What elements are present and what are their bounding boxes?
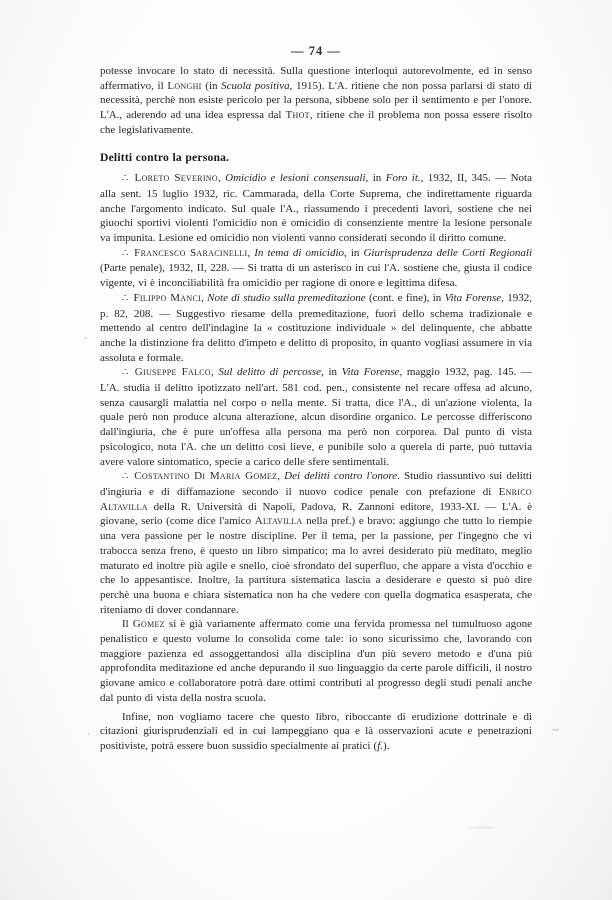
- bibliography-entry-gomez: [100, 469, 532, 617]
- text-segment: (cont. e fine), in: [365, 291, 445, 304]
- paper-smudge: [470, 826, 496, 829]
- entry-marker: ∴: [122, 471, 135, 483]
- paper-speck: [84, 337, 87, 339]
- italic-title: In tema di omicidio: [254, 246, 345, 259]
- small-caps-name: Giuseppe Falco: [134, 366, 211, 379]
- italic-title: Note di studio sulla premeditazione: [207, 291, 366, 304]
- continuation-paragraph: [100, 64, 532, 138]
- paper-speck: [88, 733, 90, 735]
- small-caps-name: Gomez: [132, 618, 165, 631]
- entry-marker: ∴: [122, 292, 134, 304]
- text-segment: si è già variamente affermato come una fervida promessa nel tumultuoso agone penalistico e questo volume lo consolida come tale: io sono sicurissimo che, lavorando con maggiore pazienza ed assoggettandosi alla disciplina d'un più severo metodo e d'una più approfondita meditazione ed anche depurando il suo linguaggio da certe parole difficili, il nostro giovane amico e collaboratore potrà dare ottimi contributi al progresso degli studi penali anche dal punto di vista della nostra scuola.: [100, 618, 532, 704]
- italic-title: Scuola positiva: [221, 79, 290, 92]
- section-heading: Delitti contro la persona.: [100, 150, 230, 164]
- italic-title: Vita Forense: [341, 366, 400, 379]
- pencil-mark: ~: [550, 721, 560, 738]
- small-caps-name: Altavilla: [254, 515, 303, 528]
- text-segment: nella pref.) e bravo: aggiungo che tutto lo riempie una vera passione per le nostre discipline. Per il tema, per la passione, per l'ingegno che vi trabocca senza freno, è questo un libro simpatico; ma lo avrei desiderato più meditato, meglio maturato ed inoltre più agile e snello, cioè sfrondato del superfluo, che appare a vista d'occhio e che lo appesantisce. Inoltre, la partitura sistematica lascia a desiderare e questo si può dire perchè una buona e chiara sistematica non ha che vedere con quella dogmatica esasperata, che riteniamo di dover condannare.: [100, 515, 532, 616]
- small-caps-name: Thot: [285, 109, 310, 122]
- text-segment: ,: [277, 470, 285, 483]
- text-segment: ,: [210, 366, 219, 379]
- entry-marker: ∴: [122, 367, 135, 379]
- text-segment: ).: [383, 739, 390, 752]
- text-segment: , in: [321, 366, 342, 379]
- bibliography-entry-severino: [100, 171, 532, 246]
- italic-title: Giurisprudenza delle Corti Regionali: [363, 246, 533, 259]
- small-caps-name: Francesco Saracinelli: [134, 246, 248, 259]
- text-segment: Il: [122, 618, 133, 631]
- text-segment: ,: [217, 172, 226, 185]
- text-segment: ,: [247, 246, 255, 259]
- small-caps-name: Loreto Severino: [134, 172, 218, 185]
- text-segment: (Parte penale), 1932, II, 228. — Si tratta di un asterisco in cui l'A. sostiene che, giusta il codice vigente, vi è inconciliabilità fra omicidio per ragione di onore e legittima difesa.: [100, 262, 532, 290]
- closing-paragraph: [100, 710, 532, 754]
- bibliography-entry-manci: [100, 291, 532, 366]
- small-caps-name: Costantino Di Maria Gomez: [134, 470, 278, 483]
- page-number-header: [100, 44, 532, 59]
- text-segment: Infine, non vogliamo tacere che questo libro, riboccante di erudizione dottrinale e di citazioni giurisprudenziali ed in cui lampeggiano qua e là osservazioni acute e penetrazioni positiviste, potrà essere buon sussidio specialmente ai pratici (: [100, 710, 532, 752]
- small-caps-name: Longhi: [167, 79, 202, 92]
- italic-title: f.: [377, 739, 384, 752]
- bibliography-entry-saracinelli: [100, 246, 532, 291]
- text-segment: della R. Università di Napoli, Padova, R. Zannoni editore, 1933-XI. — L'A. è giovane, serio (come dice l'amico: [100, 500, 532, 528]
- text-segment: , 1932, p. 82, 208. — Suggestivo riesame della premeditazione, fuori dello schema tradizionale e mettendo al centro dell'indagine la « costituzione individuale » del delinquente, che abbatte anche la distinzione fra delitto d'impeto e delitto di proposito, in quanto vogliasi assumere in via assoluta e formale.: [100, 291, 532, 364]
- italic-title: Foro it.: [385, 172, 421, 185]
- page-number: — 74 —: [291, 44, 341, 58]
- page-body: [100, 64, 532, 754]
- text-segment: , maggio 1932, pag. 145. — L'A. studia il delitto ipotizzato nell'art. 581 cod. pen., consistente nel recare offesa ad alcuno, senza causargli malattia nel corpo o nella mente. Si tratta, dice l'A., di un'azione violenta, la quale però non produce alcuna alterazione, alcun disordine organico. Le percosse differiscono dall'ingiuria, che è pure un'offesa alla persona ma però non corporea. Dal punto di vista psicologico, nota l'A. che un delitto così lieve, e punibile solo a querela di parte, può tuttavia avere valore sintomatico, specie a carico delle sfere sentimentali.: [100, 366, 532, 468]
- gomez-comment-paragraph: [100, 617, 532, 705]
- small-caps-name: Enrico Altavilla: [100, 485, 532, 513]
- italic-title: Omicidio e lesioni consensuali: [225, 172, 366, 185]
- text-segment: , in: [365, 172, 386, 185]
- small-caps-name: Filippo Manci: [133, 291, 202, 304]
- text-segment: , 1915). L'A. ritiene che non possa parlarsi di stato di necessità, perchè non esiste pericolo per la persona, sibbene solo per il sentimento e per l'onore. L'A., aderendo ad una idea espressa dal: [100, 79, 532, 122]
- italic-title: Dei delitti contro l'onore: [284, 470, 398, 483]
- text-segment: . Studio riassuntivo sui delitti d'ingiuria e di diffamazione secondo il nuovo codice penale con prefazione di: [100, 470, 532, 498]
- text-segment: (in: [201, 79, 222, 92]
- text-segment: potesse invocare lo stato di necessità. Sulla questione interloquì autorevolmente, ed in senso affermativo, il: [100, 65, 532, 92]
- entry-marker: ∴: [122, 173, 135, 185]
- italic-title: Vita Forense: [444, 291, 502, 304]
- text-segment: , in: [344, 246, 364, 259]
- text-segment: , ritiene che il problema non possa essere risolto che legislativamente.: [100, 109, 532, 136]
- italic-title: Sul delitto di percosse: [218, 366, 322, 379]
- entry-marker: ∴: [122, 247, 135, 259]
- text-segment: , 1932, II, 345. — Nota alla sent. 15 luglio 1932, ric. Cammarada, della Corte Suprema, che indirettamente riguarda anche l'argomento indicato. Sul quale l'A., riassumendo i precedenti lavori, sostiene che nei giuochi sportivi violenti l'omicidio non è omicidio di consenziente mentre la lesione personale va impunita. Lesione ed omicidio non violenti vanno considerati secondo il diritto comune.: [100, 172, 533, 245]
- bibliography-entry-falco: [100, 365, 532, 469]
- text-segment: ,: [201, 291, 208, 304]
